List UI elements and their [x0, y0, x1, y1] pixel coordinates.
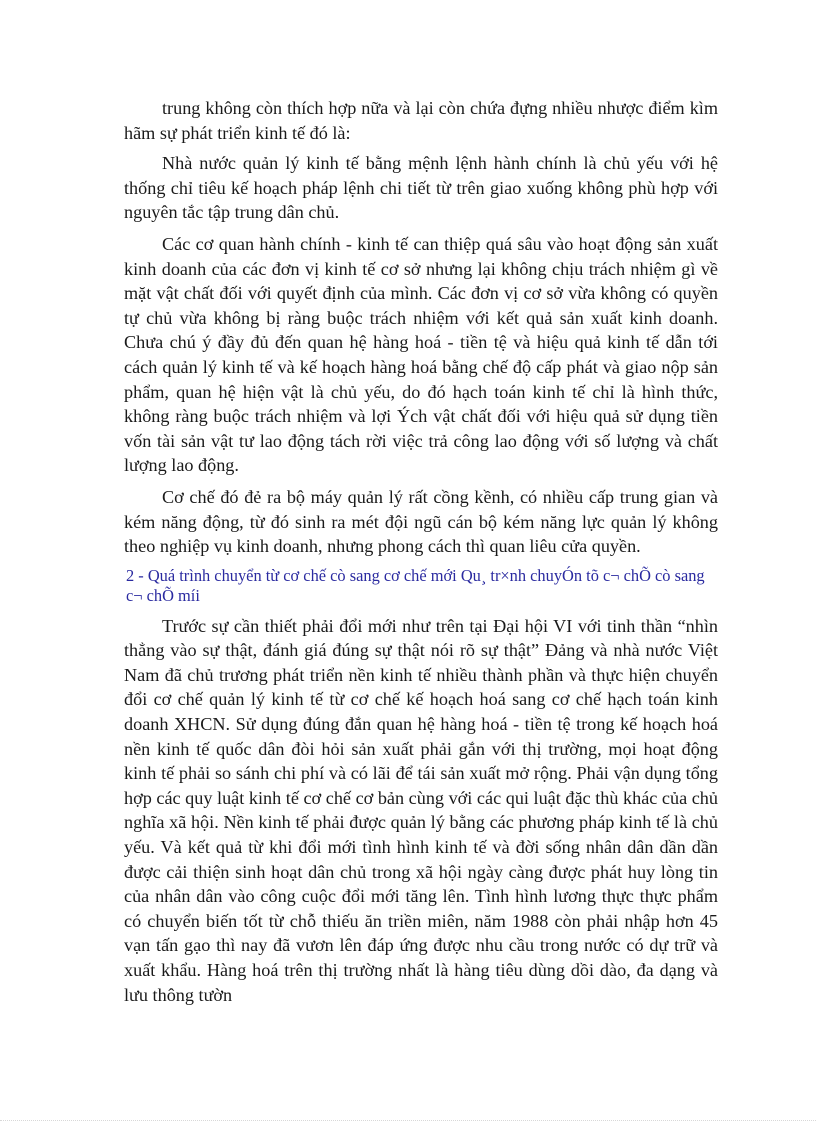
paragraph-1: trung không còn thích hợp nữa và lại còn chứa đựng nhiều nhược điểm kìm hãm sự phát triển kinh tế đó là:: [124, 98, 718, 143]
section-heading: [124, 566, 718, 607]
paragraph-4: Cơ chế đó đẻ ra bộ máy quản lý rất cồng kềnh, có nhiều cấp trung gian và kém năng động, từ đó sinh ra mét đội ngũ cán bộ kém năng lực quản lý không theo nghiệp vụ kinh doanh, nhưng phong cách thì quan liêu cửa quyền.: [124, 486, 718, 557]
paragraph-3: Các cơ quan hành chính - kinh tế can thiệp quá sâu vào hoạt động sản xuất kinh doanh của các đơn vị kinh tế cơ sở nhưng lại không chịu trách nhiệm gì về mặt vật chất đối với quyết định của mình. Các đơn vị cơ sở vừa không có quyền tự chủ vừa không bị ràng buộc trách nhiệm với kết quả sản xuất kinh doanh. Chưa chú ý đầy đủ đến quan hệ hàng hoá - tiền tệ và hiệu quả kinh tế dẫn tới cách quản lý kinh tế và kế hoạch hàng hoá bằng chế độ cấp phát và giao nộp sản phẩm, quan hệ hiện vật là chủ yếu, do đó hạch toán kinh tế chỉ là hình thức, không ràng buộc trách nhiệm và lợi Ých vật chất đối với hiệu quả sử dụng tiền vốn tài sản vật tư lao động tách rời việc trả công lao động với số lượng và chất lượng lao động.: [124, 233, 718, 476]
document-page: [124, 96, 718, 1014]
paragraph-5: Trước sự cần thiết phải đổi mới như trên tại Đại hội VI với tinh thần “nhìn thẳng vào sự thật, đánh giá đúng sự thật nói rõ sự thật” Đảng và nhà nước Việt Nam đã chủ trương phát triển nền kinh tế nhiều thành phần và thực hiện chuyển đổi cơ chế quản lý kinh tế từ cơ chế kế hoạch hoá sang cơ chế hạch toán kinh doanh XHCN. Sử dụng đúng đắn quan hệ hàng hoá - tiền tệ trong kế hoạch hoá nền kinh tế quốc dân đòi hỏi sản xuất phải gắn với thị trường, mọi hoạt động kinh tế phải so sánh chi phí và có lãi để tái sản xuất mở rộng. Phải vận dụng tổng hợp các quy luật kinh tế cơ chế cơ bản cùng với các qui luật đặc thù khác của chủ nghĩa xã hội. Nền kinh tế phải được quản lý bằng các phương pháp kinh tế là chủ yếu. Và kết quả từ khi đổi mới tình hình kinh tế và đời sống nhân dân dần dần được cải thiện sinh hoạt dân chủ trong xã hội ngày càng được phát huy lòng tin của nhân dân vào công cuộc đổi mới tăng lên. Tình hình lương thực thực phẩm có chuyển biến tốt từ chỗ thiếu ăn triền miên, năm 1988 còn phải nhập hơn 45 vạn tấn gạo thì nay đã vươn lên đáp ứng được nhu cầu trong nước có dự trữ và xuất khẩu. Hàng hoá trên thị trường nhất là hàng tiêu dùng dồi dào, đa dạng và lưu thông tườn: [124, 615, 718, 1005]
section-heading-text: 2 - Quá trình chuyển từ cơ chế cò sang cơ chế mới Qu¸ tr×nh chuyÓn tõ c¬ chÕ cò sang c¬ chÕ míi: [126, 565, 705, 606]
paragraph-2: Nhà nước quản lý kinh tế bằng mệnh lệnh hành chính là chủ yếu với hệ thống chỉ tiêu kế hoạch pháp lệnh chi tiết từ trên giao xuống không phù hợp với nguyên tắc tập trung dân chủ.: [124, 153, 718, 223]
